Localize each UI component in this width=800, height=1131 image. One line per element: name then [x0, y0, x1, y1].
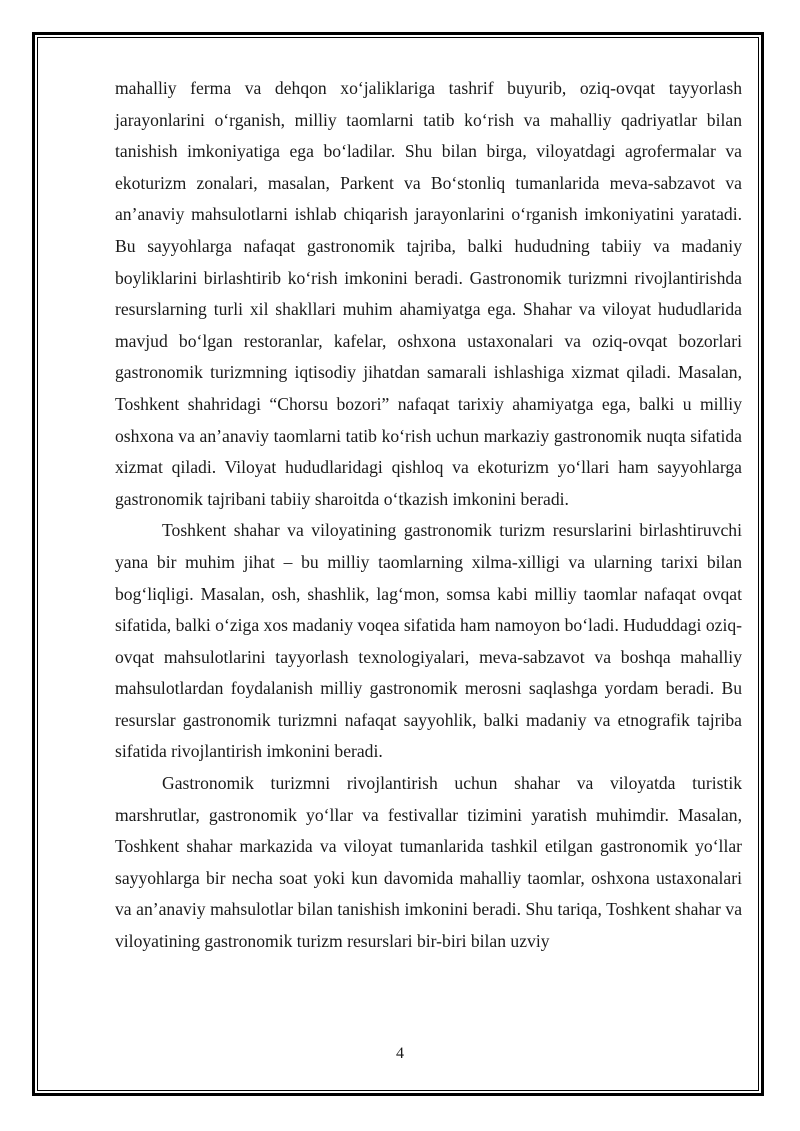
- body-text: [115, 73, 742, 958]
- paragraph-3: Gastronomik turizmni rivojlantirish uchun shahar va viloyatda turistik marshrutlar, gastronomik yo‘llar va festivallar tizimini yaratish muhimdir. Masalan, Toshkent shahar markazida va viloyat tumanlarida tashkil etilgan gastronomik yo‘llar sayyohlarga bir necha soat yoki kun davomida mahalliy taomlar, oshxona ustaxonalari va an’anaviy mahsulotlar bilan tanishish imkonini beradi. Shu tariqa, Toshkent shahar va viloyatining gastronomik turizm resurslari bir-biri bilan uzviy: [115, 773, 742, 952]
- paragraph-2: Toshkent shahar va viloyatining gastronomik turizm resurslarini birlashtiruvchi yana bir muhim jihat – bu milliy taomlarning xilma-xilligi va ularning tarixi bilan bog‘liqligi. Masalan, osh, shashlik, lag‘mon, somsa kabi milliy taomlar nafaqat ovqat sifatida, balki o‘ziga xos madaniy voqea sifatida ham namoyon bo‘ladi. Hududdagi oziq-ovqat mahsulotlarini tayyorlash texnologiyalari, meva-sabzavot va boshqa mahalliy mahsulotlardan foydalanish milliy gastronomik merosni saqlashga yordam beradi. Bu resurslar gastronomik turizmni nafaqat sayyohlik, balki madaniy va etnografik tajriba sifatida rivojlantirish imkonini beradi.: [115, 520, 742, 762]
- paragraph-1: mahalliy ferma va dehqon xo‘jaliklariga tashrif buyurib, oziq-ovqat tayyorlash jarayonlarini o‘rganish, milliy taomlarni tatib ko‘rish va mahalliy qadriyatlar bilan tanishish imkoniyatiga ega bo‘ladilar. Shu bilan birga, viloyatdagi agrofermalar va ekoturizm zonalari, masalan, Parkent va Bo‘stonliq tumanlarida meva-sabzavot va an’anaviy mahsulotlarni ishlab chiqarish jarayonlarini o‘rganish imkoniyatini yaratadi. Bu sayyohlarga nafaqat gastronomik tajriba, balki hududning tabiiy va madaniy boyliklarini birlashtirib ko‘rish imkonini beradi. Gastronomik turizmni rivojlantirishda resurslarning turli xil shakllari muhim ahamiyatga ega. Shahar va viloyat hududlarida mavjud bo‘lgan restoranlar, kafelar, oshxona ustaxonalari va oziq-ovqat bozorlari gastronomik turizmning iqtisodiy jihatdan samarali ishlashiga xizmat qiladi. Masalan, Toshkent shahridagi “Chorsu bozori” nafaqat tarixiy ahamiyatga ega, balki u milliy oshxona va an’anaviy taomlarni tatib ko‘rish uchun markaziy gastronomik nuqta sifatida xizmat qiladi. Viloyat hududlaridagi qishloq va ekoturizm yo‘llari ham sayyohlarga gastronomik tajribani tabiiy sharoitda o‘tkazish imkonini beradi.: [115, 78, 742, 509]
- page-number: 4: [396, 1045, 404, 1062]
